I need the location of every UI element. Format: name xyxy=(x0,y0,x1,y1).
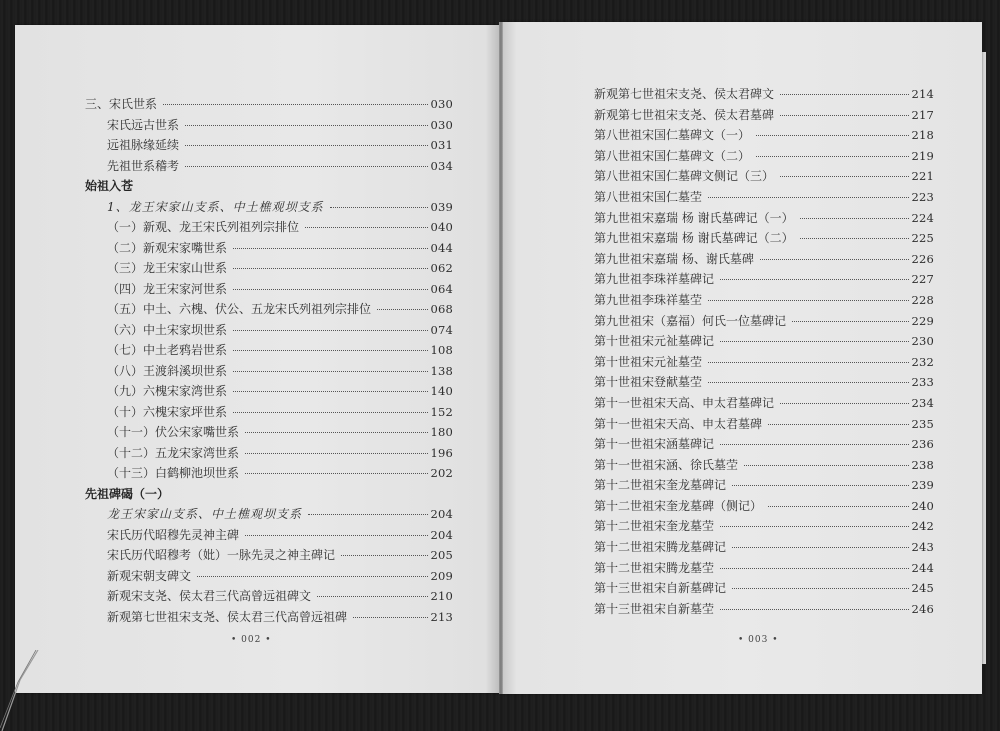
book-spine-gutter xyxy=(499,22,503,694)
toc-entry-title: 远祖脉缘延续 xyxy=(107,138,180,152)
toc-entry-title: 三、宋氏世系 xyxy=(85,97,158,111)
toc-entry xyxy=(594,579,934,600)
toc-entry xyxy=(594,476,934,497)
toc-entry xyxy=(85,567,453,588)
dotted-leader xyxy=(245,432,428,433)
toc-entry-title: 第九世祖宋嘉瑞 杨 谢氏墓碑记（二） xyxy=(594,231,794,246)
toc-page-number: 031 xyxy=(430,138,453,152)
dotted-leader xyxy=(756,135,909,136)
toc-entry xyxy=(85,198,453,219)
toc-entry-title: 1、龙王宋家山支系、中土樵观坝支系 xyxy=(107,199,324,214)
dotted-leader xyxy=(197,576,428,577)
toc-page-number: 180 xyxy=(430,425,453,439)
dotted-leader xyxy=(720,444,909,445)
toc-entry xyxy=(594,517,934,538)
toc-entry-title: 第九世祖李珠祥墓茔 xyxy=(594,292,703,307)
toc-entry xyxy=(85,505,453,526)
toc-entry xyxy=(594,147,934,168)
toc-entry-title: 第十一世祖宋天高、申太君墓碑 xyxy=(594,416,763,431)
toc-entry xyxy=(594,106,934,127)
toc-heading xyxy=(85,177,453,198)
dotted-leader xyxy=(708,362,909,363)
toc-entry-title: 宋氏历代昭穆先灵神主碑 xyxy=(107,527,240,542)
toc-entry xyxy=(85,280,453,301)
toc-page-number: 040 xyxy=(430,220,453,234)
dotted-leader xyxy=(720,341,909,342)
toc-entry-title: 新观宋朝支碑文 xyxy=(107,568,192,583)
toc-entry-title: （六）中土宋家坝世系 xyxy=(107,322,228,337)
toc-entry xyxy=(594,291,934,312)
toc-entry-title: （十三）白鹤柳池坝世系 xyxy=(107,466,240,480)
toc-entry xyxy=(85,423,453,444)
toc-entry-title: 第八世祖宋国仁墓碑文（一） xyxy=(594,128,751,143)
toc-page-number: 233 xyxy=(911,375,934,390)
dotted-leader xyxy=(708,300,909,301)
toc-page-number: 245 xyxy=(911,581,934,596)
dotted-leader xyxy=(233,248,428,249)
toc-entry-title: 第十一世祖宋涵、徐氏墓茔 xyxy=(594,457,739,472)
toc-entry-title: 先祖世系稽考 xyxy=(107,158,180,173)
dotted-leader xyxy=(720,568,909,569)
toc-entry-title: 第十二世祖宋腾龙墓碑记 xyxy=(594,540,727,555)
toc-entry-title: 新观第七世祖宋支尧、侯太君碑文 xyxy=(594,87,775,101)
dotted-leader xyxy=(720,526,909,527)
toc-entry xyxy=(594,270,934,291)
toc-entry xyxy=(85,444,453,465)
dotted-leader xyxy=(768,424,909,425)
toc-entry-title: 第十二世祖宋奎龙墓茔 xyxy=(594,519,715,534)
toc-page-number: 223 xyxy=(911,189,934,204)
toc-entry-title: 始祖入苍 xyxy=(85,179,134,193)
toc-page-number: 217 xyxy=(911,107,934,122)
toc-page-number: 244 xyxy=(911,560,934,575)
toc-entry xyxy=(594,167,934,188)
toc-entry xyxy=(85,218,453,239)
toc-page-number: 227 xyxy=(911,272,934,287)
toc-entry-title: （五）中土、六槐、伏公、五龙宋氏列祖列宗排位 xyxy=(107,302,372,316)
toc-entry-title: 第十世祖宋元祉墓茔 xyxy=(594,354,703,369)
toc-entry xyxy=(594,188,934,209)
toc-page-number: 210 xyxy=(430,589,453,603)
left-page xyxy=(15,25,500,693)
dotted-leader xyxy=(233,268,428,269)
dotted-leader xyxy=(708,197,909,198)
dotted-leader xyxy=(760,259,910,260)
dotted-leader xyxy=(720,609,909,610)
toc-entry xyxy=(85,259,453,280)
toc-entry-title: 第十二世祖宋奎龙墓碑记 xyxy=(594,478,727,493)
toc-page-number: 204 xyxy=(430,527,453,542)
toc-entry-title: 第九世祖宋（嘉福）何氏一位墓碑记 xyxy=(594,313,787,328)
dotted-leader xyxy=(308,514,428,515)
toc-page-number: 030 xyxy=(430,117,453,132)
toc-page-number: 236 xyxy=(911,437,934,452)
toc-entry-title: 宋氏远古世系 xyxy=(107,117,180,132)
toc-entry xyxy=(594,559,934,580)
toc-page-number: 240 xyxy=(911,498,934,513)
dotted-leader xyxy=(800,238,910,239)
toc-page-number: 218 xyxy=(911,128,934,143)
toc-entry-title: （十二）五龙宋家湾世系 xyxy=(107,445,240,460)
page-number-right: • 003 • xyxy=(738,635,779,645)
toc-page-number: 044 xyxy=(430,240,453,255)
dotted-leader xyxy=(330,207,429,208)
ribbon-bookmark-icon xyxy=(0,650,40,731)
toc-page-number: 213 xyxy=(430,609,453,624)
toc-entry xyxy=(594,456,934,477)
dotted-leader xyxy=(708,382,909,383)
toc-entry xyxy=(594,250,934,271)
dotted-leader xyxy=(800,218,910,219)
dotted-leader xyxy=(163,104,428,105)
dotted-leader xyxy=(780,115,909,116)
toc-entry-title: 第十一世祖宋天高、申太君墓碑记 xyxy=(594,395,775,410)
toc-entry xyxy=(85,116,453,137)
toc-entry xyxy=(594,312,934,333)
toc-entry xyxy=(594,373,934,394)
toc-entry xyxy=(85,587,453,608)
toc-entry xyxy=(594,353,934,374)
toc-page-number: 228 xyxy=(911,292,934,307)
toc-entry xyxy=(594,209,934,230)
dotted-leader xyxy=(233,330,428,331)
toc-entry-title: （九）六槐宋家湾世系 xyxy=(107,384,228,398)
toc-page-number: 221 xyxy=(911,169,934,184)
toc-page-number: 138 xyxy=(430,363,453,378)
toc-entry-title: 龙王宋家山支系、中土樵观坝支系 xyxy=(107,507,303,521)
toc-page-number: 226 xyxy=(911,251,934,266)
toc-entry xyxy=(594,497,934,518)
toc-page-number: 108 xyxy=(430,343,453,357)
toc-page-number: 030 xyxy=(430,97,453,111)
dotted-leader xyxy=(233,412,428,413)
dotted-leader xyxy=(780,94,909,95)
dotted-leader xyxy=(732,588,909,589)
toc-entry-title: （八）王渡斜溪坝世系 xyxy=(107,363,228,378)
dotted-leader xyxy=(317,596,428,597)
dotted-leader xyxy=(245,453,428,454)
toc-entry xyxy=(594,600,934,621)
dotted-leader xyxy=(744,465,909,466)
toc-entry-title: （四）龙王宋家河世系 xyxy=(107,281,228,296)
toc-entry-title: 第十世祖宋元祉墓碑记 xyxy=(594,334,715,349)
toc-page-number: 034 xyxy=(430,158,453,173)
toc-page-number: 239 xyxy=(911,478,934,493)
toc-page-number: 064 xyxy=(430,281,453,296)
toc-page-number: 214 xyxy=(911,87,934,101)
dotted-leader xyxy=(185,145,428,146)
toc-entry-title: （二）新观宋家嘴世系 xyxy=(107,240,228,255)
dotted-leader xyxy=(185,166,428,167)
dotted-leader xyxy=(732,485,909,486)
dotted-leader xyxy=(353,617,428,618)
toc-entry xyxy=(594,332,934,353)
toc-entry-title: 第九世祖李珠祥墓碑记 xyxy=(594,272,715,287)
toc-entry-title: 第十世祖宋登献墓茔 xyxy=(594,375,703,390)
toc-entry-title: 第十二世祖宋腾龙墓茔 xyxy=(594,560,715,575)
toc-heading xyxy=(85,485,453,506)
toc-entry xyxy=(594,435,934,456)
dotted-leader xyxy=(233,391,428,392)
toc-page-number: 235 xyxy=(911,416,934,431)
toc-entry xyxy=(85,239,453,260)
toc-page-number: 152 xyxy=(430,404,453,419)
toc-page-number: 230 xyxy=(911,334,934,349)
table-of-contents-right xyxy=(594,85,934,620)
dotted-leader xyxy=(792,321,909,322)
toc-entry xyxy=(85,362,453,383)
table-of-contents-left xyxy=(85,95,453,628)
dotted-leader xyxy=(720,279,909,280)
toc-entry xyxy=(85,382,453,403)
toc-page-number: 242 xyxy=(911,519,934,534)
toc-entry xyxy=(85,95,453,116)
toc-page-number: 068 xyxy=(430,302,453,316)
toc-entry xyxy=(594,85,934,106)
toc-entry xyxy=(594,538,934,559)
toc-entry xyxy=(594,229,934,250)
toc-entry-title: 宋氏历代昭穆考（妣）一脉先灵之神主碑记 xyxy=(107,548,336,562)
toc-page-number: 204 xyxy=(430,507,453,521)
toc-entry-title: 新观第七世祖宋支尧、侯太君墓碑 xyxy=(594,107,775,122)
toc-entry-title: 先祖碑碣（一） xyxy=(85,486,170,501)
dotted-leader xyxy=(756,156,909,157)
toc-entry-title: 第八世祖宋国仁墓碑文侧记（三） xyxy=(594,169,775,184)
toc-entry xyxy=(85,526,453,547)
toc-entry xyxy=(85,608,453,629)
toc-entry xyxy=(85,403,453,424)
toc-page-number: 039 xyxy=(430,199,453,214)
dotted-leader xyxy=(245,473,428,474)
toc-page-number: 074 xyxy=(430,322,453,337)
dotted-leader xyxy=(780,176,909,177)
toc-entry-title: （一）新观、龙王宋氏列祖列宗排位 xyxy=(107,220,300,234)
toc-entry xyxy=(85,300,453,321)
toc-entry xyxy=(594,415,934,436)
toc-page-number: 234 xyxy=(911,395,934,410)
toc-page-number: 224 xyxy=(911,210,934,225)
dotted-leader xyxy=(377,309,428,310)
toc-entry xyxy=(85,136,453,157)
toc-page-number: 219 xyxy=(911,148,934,163)
toc-entry-title: 第八世祖宋国仁墓茔 xyxy=(594,189,703,204)
toc-entry-title: 第十一世祖宋涵墓碑记 xyxy=(594,437,715,452)
dotted-leader xyxy=(768,506,909,507)
toc-page-number: 140 xyxy=(430,384,453,398)
toc-entry xyxy=(85,464,453,485)
dotted-leader xyxy=(305,227,428,228)
toc-entry xyxy=(85,341,453,362)
toc-entry-title: 新观宋支尧、侯太君三代高曾远祖碑文 xyxy=(107,589,312,603)
toc-entry-title: 第九世祖宋嘉瑞 杨 谢氏墓碑记（一） xyxy=(594,210,794,225)
toc-entry xyxy=(594,394,934,415)
toc-page-number: 238 xyxy=(911,457,934,472)
toc-entry xyxy=(594,126,934,147)
toc-page-number: 205 xyxy=(430,548,453,562)
toc-entry-title: 第十三世祖宋自新墓茔 xyxy=(594,601,715,616)
toc-entry-title: 第九世祖宋嘉瑞 杨、谢氏墓碑 xyxy=(594,251,754,266)
dotted-leader xyxy=(341,555,428,556)
toc-page-number: 246 xyxy=(911,601,934,616)
page-number-left: • 002 • xyxy=(231,635,272,645)
toc-entry-title: （七）中土老鸦岩世系 xyxy=(107,343,228,357)
toc-entry-title: 第十三世祖宋自新墓碑记 xyxy=(594,581,727,596)
dotted-leader xyxy=(233,350,428,351)
toc-entry-title: （十一）伏公宋家嘴世系 xyxy=(107,425,240,439)
toc-entry xyxy=(85,321,453,342)
toc-page-number: 243 xyxy=(911,540,934,555)
toc-page-number: 209 xyxy=(430,568,453,583)
dotted-leader xyxy=(233,289,428,290)
dotted-leader xyxy=(185,125,428,126)
toc-entry-title: （十）六槐宋家坪世系 xyxy=(107,404,228,419)
toc-entry xyxy=(85,546,453,567)
toc-page-number: 062 xyxy=(430,261,453,275)
dotted-leader xyxy=(732,547,909,548)
toc-page-number: 202 xyxy=(430,466,453,480)
toc-entry-title: 第八世祖宋国仁墓碑文（二） xyxy=(594,148,751,163)
toc-entry-title: 第十二世祖宋奎龙墓碑（侧记） xyxy=(594,498,763,513)
dotted-leader xyxy=(245,535,428,536)
toc-page-number: 229 xyxy=(911,313,934,328)
dotted-leader xyxy=(233,371,428,372)
toc-entry xyxy=(85,157,453,178)
toc-entry-title: （三）龙王宋家山世系 xyxy=(107,261,228,275)
toc-page-number: 196 xyxy=(430,445,453,460)
toc-page-number: 225 xyxy=(911,231,934,246)
open-book xyxy=(15,22,985,694)
dotted-leader xyxy=(780,403,909,404)
toc-entry-title: 新观第七世祖宋支尧、侯太君三代高曾远祖碑 xyxy=(107,609,348,624)
toc-page-number: 232 xyxy=(911,354,934,369)
right-page xyxy=(502,22,982,694)
